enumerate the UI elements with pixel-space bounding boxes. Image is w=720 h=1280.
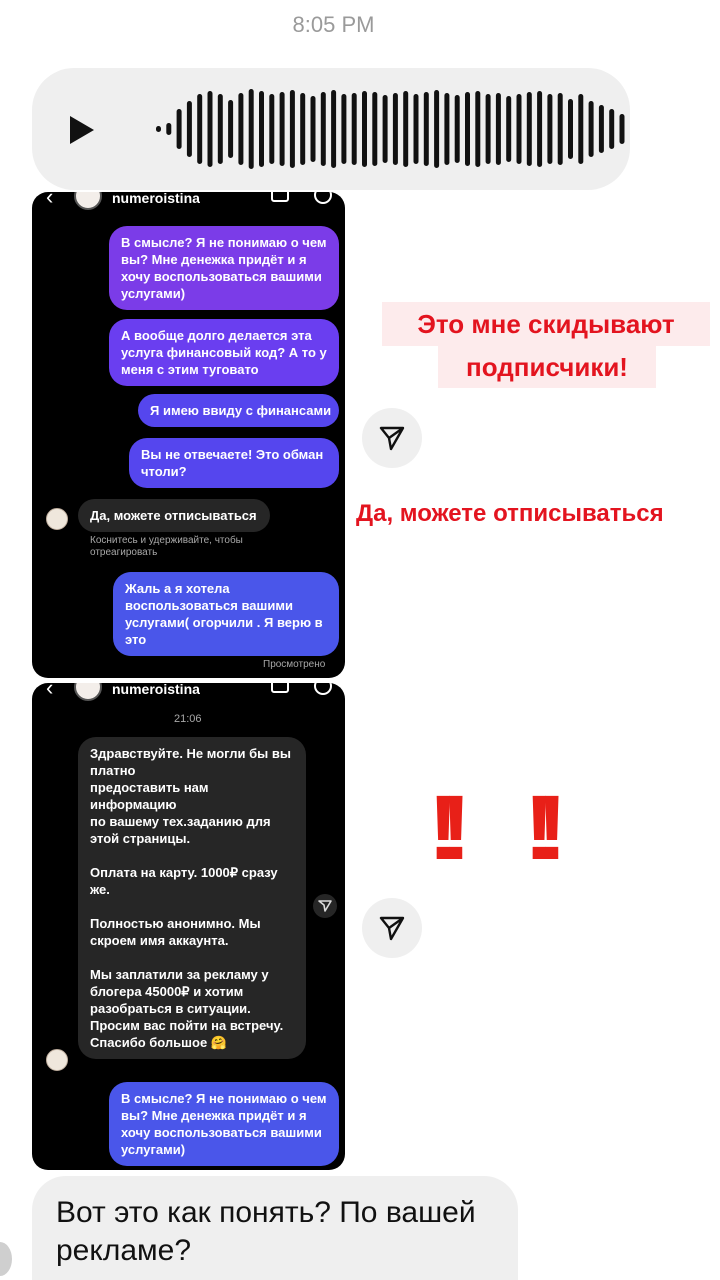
video-call-icon[interactable]	[271, 192, 289, 202]
dm-username: numeroistina	[112, 192, 200, 206]
annotation-text: подписчики!	[438, 346, 656, 388]
exclamation-marks: !!	[428, 777, 454, 879]
video-call-icon[interactable]	[271, 683, 289, 693]
reaction-hint: Коснитесь и удерживайте, чтобы отреагировать	[90, 535, 243, 558]
dm-username: numeroistina	[112, 683, 200, 697]
message-timestamp: 8:05 PM	[292, 12, 375, 37]
seen-status: Просмотрено	[263, 659, 326, 670]
received-message: Здравствуйте. Не могли бы вы платно предоставить нам информацию по вашему тех.заданию для этой страницы. Оплата на карту. 1000₽ сразу же. Полностью анонимно. Мы скроем имя аккаунта. Мы заплатили за рекламу у блогера 45000₽ и хотим разобраться в ситуации. Просим вас пойти на встречу. Спасибо большое 🤗	[78, 737, 306, 1059]
send-icon	[378, 914, 406, 942]
play-icon[interactable]	[68, 114, 96, 146]
sent-message: Я имею ввиду с финансами	[138, 394, 339, 427]
send-icon	[378, 424, 406, 452]
chat-time: 21:06	[174, 713, 202, 725]
sender-avatar	[46, 1049, 68, 1071]
exclamation-marks: !!	[524, 777, 550, 879]
voice-message-bubble[interactable]	[32, 68, 630, 190]
avatar	[74, 192, 102, 210]
received-message-bubble: Вот это как понять? По вашей рекламе?	[32, 1176, 518, 1280]
sent-message: В смысле? Я не понимаю о чем вы? Мне денежка придёт и я хочу воспользоваться вашими услугами)	[109, 226, 339, 310]
info-icon[interactable]	[314, 192, 332, 204]
waveform-icon	[152, 84, 642, 174]
dm-screenshot-2	[32, 683, 345, 1170]
sent-message: Жаль а я хотела воспользоваться вашими услугами( огорчили . Я верю в это	[113, 572, 339, 656]
dm-screenshot-1	[32, 192, 345, 678]
dm-header	[32, 192, 345, 214]
annotation-text: Да, можете отписываться	[356, 500, 664, 527]
sender-avatar	[46, 508, 68, 530]
share-button[interactable]	[362, 898, 422, 958]
avatar	[74, 683, 102, 701]
sender-avatar	[0, 1242, 12, 1276]
sent-message: В смысле? Я не понимаю о чем вы? Мне денежка придёт и я хочу воспользоваться вашими услугами)	[109, 1082, 339, 1166]
sent-message: А вообще долго делается эта услуга финансовый код? А то у меня с этим туговато	[109, 319, 339, 386]
annotation-text: Это мне скидывают	[382, 302, 710, 346]
share-icon[interactable]	[313, 894, 337, 918]
share-button[interactable]	[362, 408, 422, 468]
dm-header	[32, 683, 345, 705]
sent-message: Вы не отвечаете! Это обман чтоли?	[129, 438, 339, 488]
received-message: Да, можете отписываться	[78, 499, 270, 532]
back-icon[interactable]: ‹	[46, 683, 54, 700]
back-icon[interactable]: ‹	[46, 192, 54, 209]
info-icon[interactable]	[314, 683, 332, 695]
